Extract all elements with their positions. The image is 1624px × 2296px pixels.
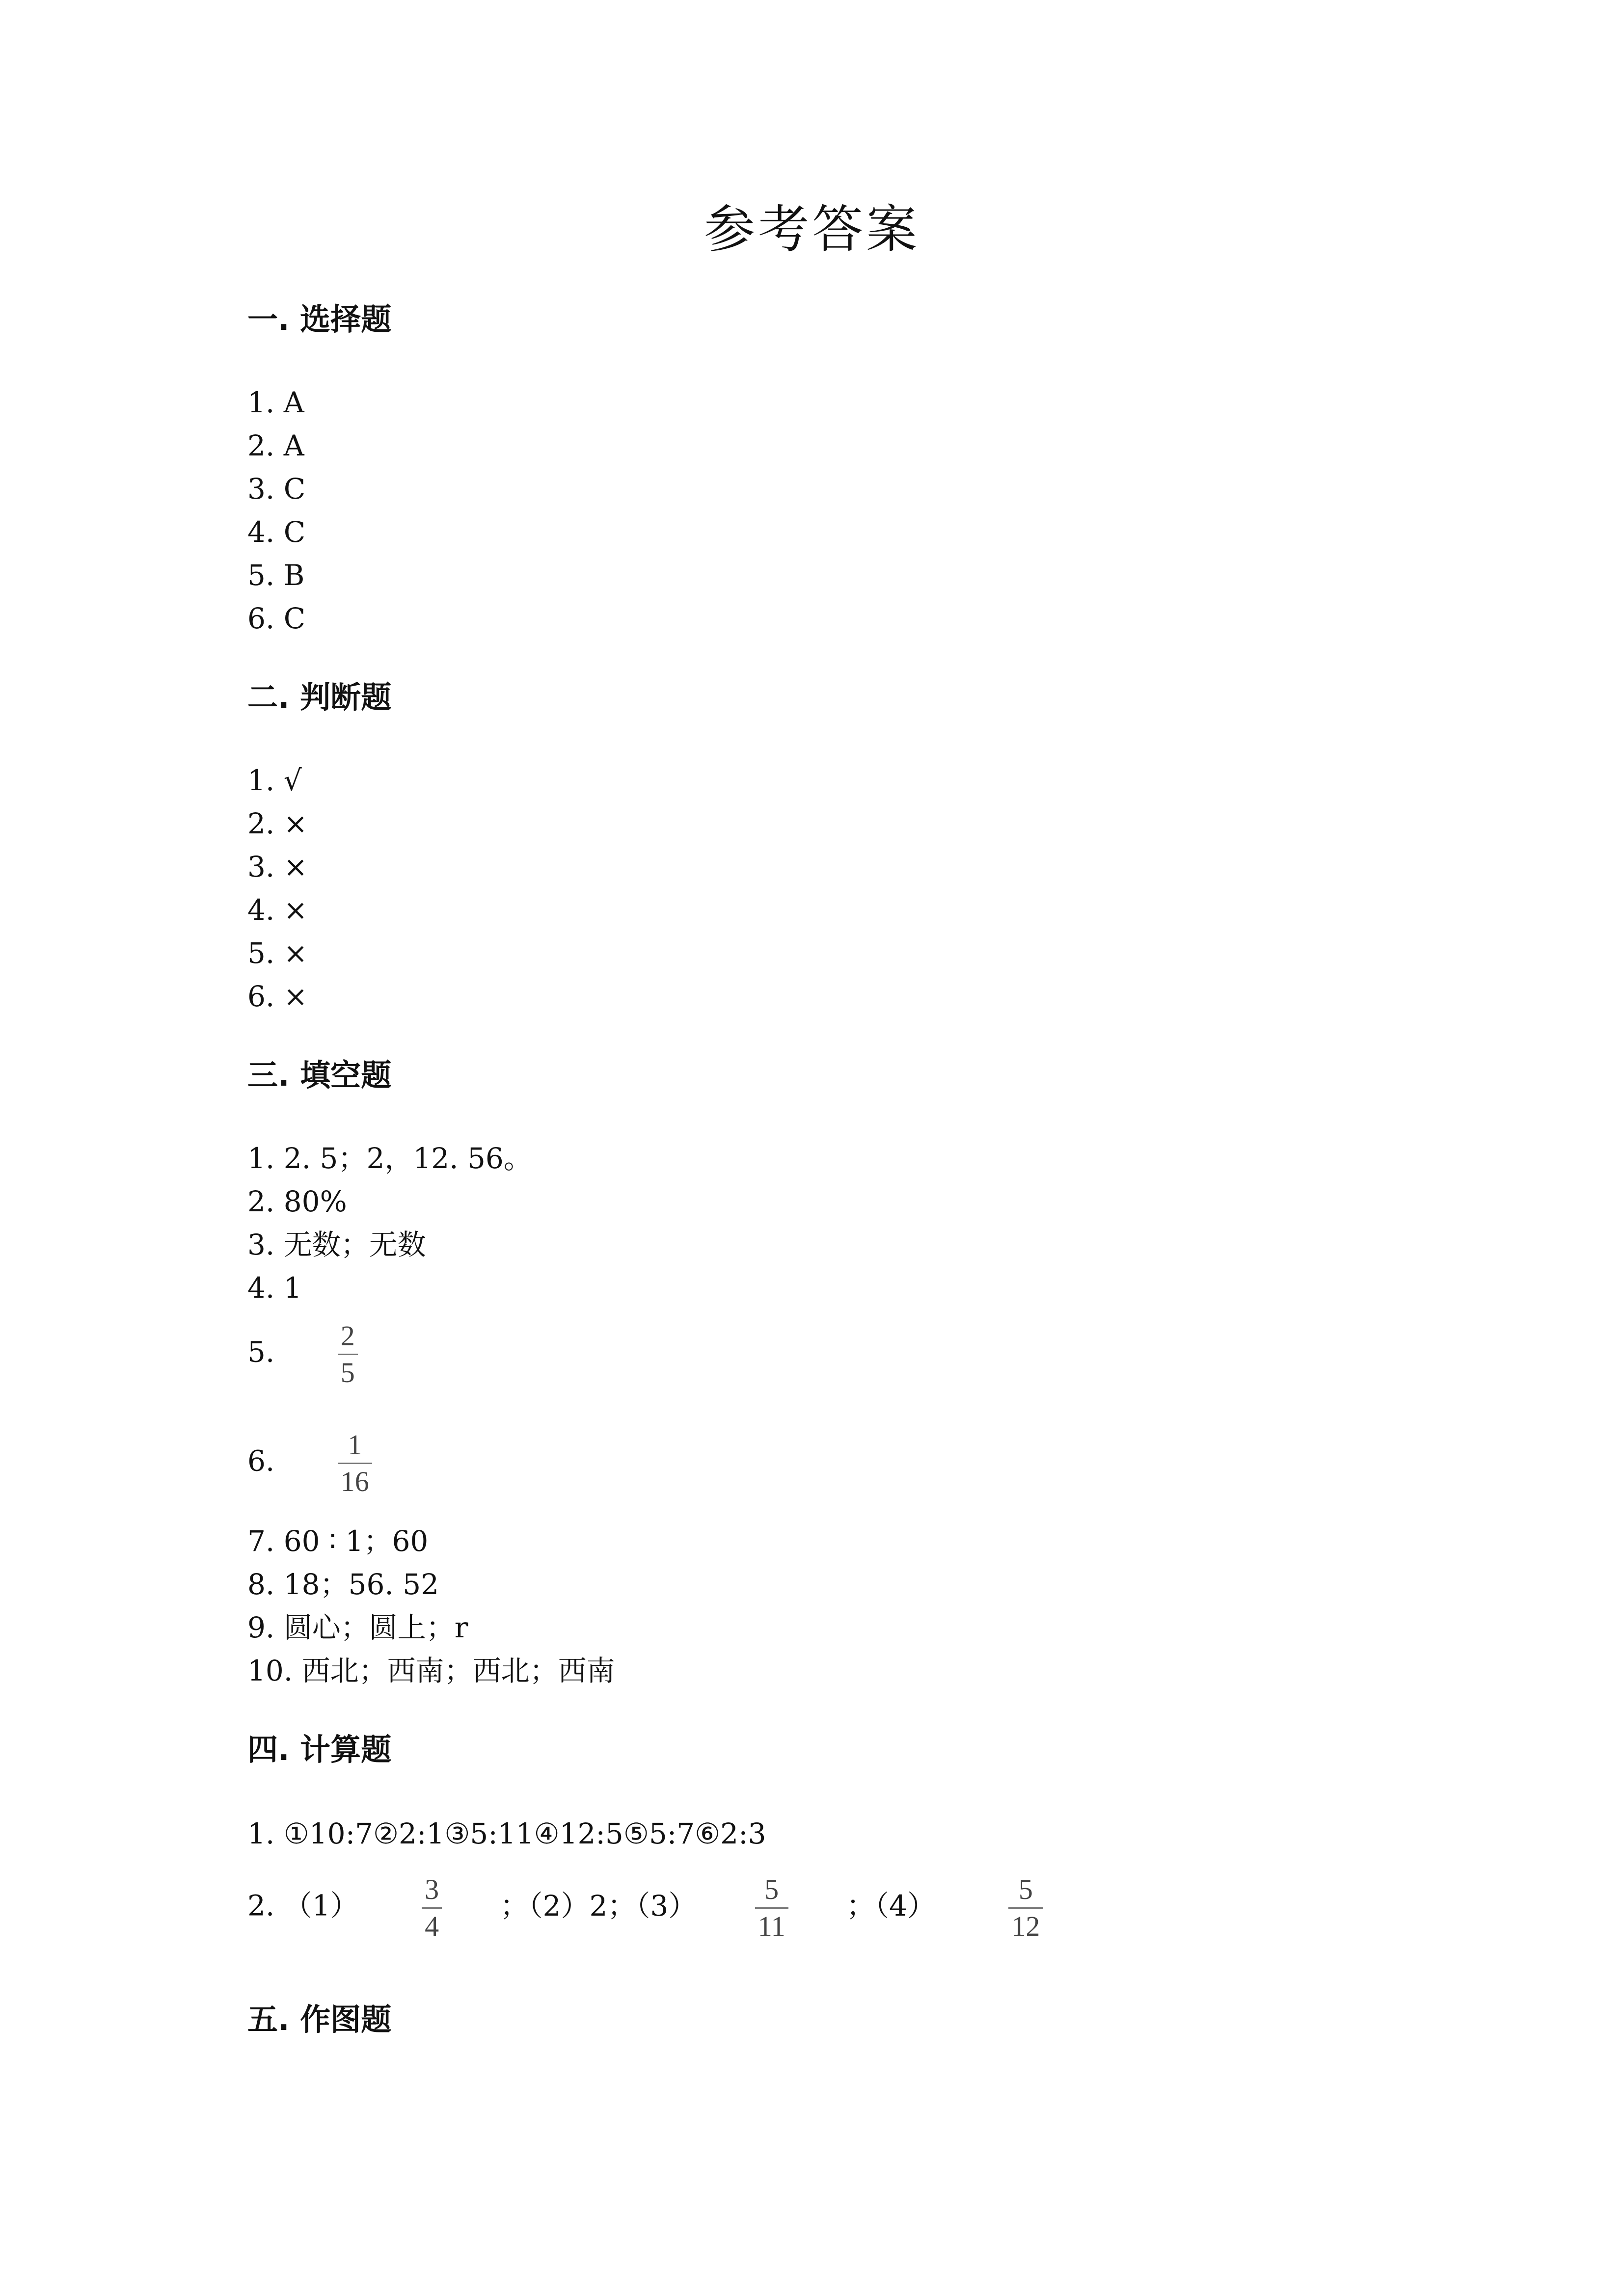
fraction-numerator: 1 — [348, 1429, 362, 1461]
section-heading-calculation: 四. 计算题 — [247, 1732, 392, 1767]
answer-line-fraction — [247, 1320, 358, 1388]
answer-line: 6. × — [247, 980, 308, 1013]
fraction-bar — [338, 1354, 358, 1355]
answer-line: 1. A — [247, 386, 304, 419]
fraction-bar — [422, 1907, 442, 1909]
fraction-numerator: 3 — [425, 1873, 439, 1905]
answer-label: 5. — [247, 1335, 275, 1369]
section-heading-drawing: 五. 作图题 — [247, 2002, 392, 2037]
fraction — [338, 1429, 372, 1497]
answer-line: 3. × — [247, 850, 308, 883]
section-heading-fill-blank: 三. 填空题 — [247, 1057, 392, 1093]
answer-line: 4. × — [247, 893, 308, 927]
answer-prefix: 2. （1） — [247, 1889, 359, 1922]
answer-line: 3. C — [247, 472, 306, 506]
answer-line: 2. 80% — [247, 1185, 347, 1218]
fraction-denominator: 5 — [340, 1357, 355, 1388]
answer-line: 1. ①10:7②2:1③5:11④12:5⑤5:7⑥2:3 — [247, 1817, 766, 1850]
answer-line: 10. 西北；西南；西北；西南 — [247, 1654, 615, 1687]
fraction-numerator: 2 — [340, 1320, 355, 1352]
fraction-denominator: 11 — [758, 1910, 785, 1942]
answer-separator: ；（2）2；（3） — [500, 1889, 697, 1922]
answer-line: 2. A — [247, 429, 304, 462]
answer-line: 5. B — [247, 559, 305, 592]
answer-line-fractions — [247, 1874, 1043, 1942]
fraction-denominator: 16 — [340, 1466, 369, 1497]
page-title: 参考答案 — [704, 199, 920, 259]
answer-line: 8. 18；56. 52 — [247, 1568, 439, 1601]
answer-label: 6. — [247, 1444, 275, 1478]
answer-line: 6. C — [247, 602, 306, 635]
fraction-numerator: 5 — [1018, 1873, 1033, 1905]
answer-line: 4. 1 — [247, 1271, 302, 1305]
section-heading-choice: 一. 选择题 — [247, 301, 392, 337]
answer-line: 5. × — [247, 936, 308, 970]
fraction-bar — [1008, 1907, 1043, 1909]
fraction-denominator: 12 — [1011, 1910, 1040, 1942]
fraction — [422, 1874, 442, 1942]
answer-separator: ；（4） — [846, 1889, 936, 1922]
answer-line: 7. 60 ∶ 1；60 — [247, 1524, 429, 1558]
answer-line-fraction — [247, 1429, 372, 1497]
answer-line: 2. × — [247, 807, 308, 840]
fraction-denominator: 4 — [425, 1910, 439, 1942]
fraction — [755, 1874, 788, 1942]
answer-line: 4. C — [247, 515, 306, 549]
answer-line: 3. 无数；无数 — [247, 1228, 426, 1261]
fraction — [1008, 1874, 1043, 1942]
answer-line: 9. 圆心；圆上；r — [247, 1611, 468, 1644]
answer-line: 1. √ — [247, 764, 302, 797]
section-heading-judgment: 二. 判断题 — [247, 679, 392, 715]
answer-line: 1. 2. 5；2，12. 56。 — [247, 1142, 532, 1175]
fraction-bar — [338, 1463, 372, 1464]
fraction-numerator: 5 — [764, 1873, 779, 1905]
fraction — [338, 1320, 358, 1388]
fraction-bar — [755, 1907, 788, 1909]
